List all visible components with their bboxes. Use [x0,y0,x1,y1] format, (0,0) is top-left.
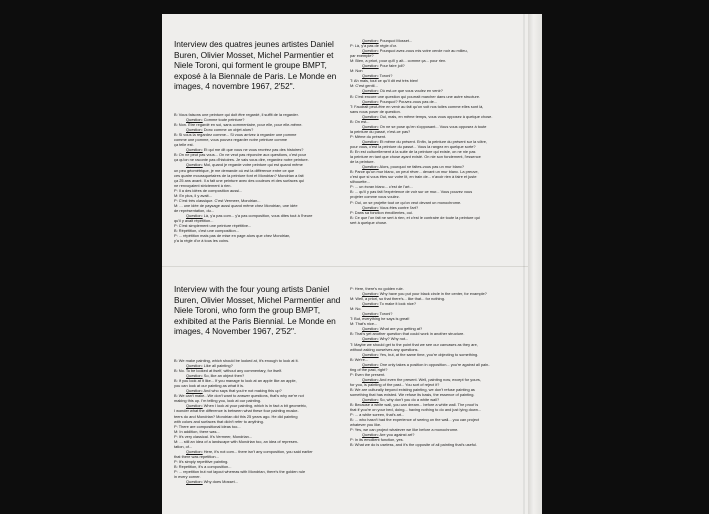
line-text: C'est gentil... [355,83,378,89]
line-text: When I look at your painting, which is in fact a bit geometric, [203,403,308,409]
line-text: So, like an object then? [203,373,245,379]
line-text: Bien, a priori, pour qu'il y ait... comme ça... pour rien. [355,58,447,64]
line-text: I wonder what the difference is between what these four painting muske- [174,408,299,414]
line-text: in every corner. [174,474,201,480]
question-label: Question: [362,432,379,438]
question-label: Question: [186,363,203,369]
speaker-label: M: [174,428,180,434]
line-text: No. To be looked at itself, without any commentary, for itself. [178,368,283,374]
line-text: Faudrait peut-être en venir au fait qu'on voit nos toiles comme elles sont là, [354,103,484,109]
line-text: ... une idée de paysage aussi quand même chez Mondrian, une idée [179,202,298,208]
line-text: And even the present. Well, painting now, except for yours, [379,376,481,382]
line-text: We are culturally beyond existing painting, we don't refuse painting as [354,386,475,392]
line-text: En plus, il y avait... [179,192,212,198]
speaker-label: M: [350,68,356,74]
speaker-label: P: [174,423,179,429]
speaker-label: B: [174,122,179,128]
speaker-label: B: [174,378,179,384]
speaker-label: P: [350,286,355,291]
question-label: Question: [362,88,379,94]
line-text: ça telle est. [174,142,194,148]
speaker-label: P: [350,43,355,49]
speaker-label: P: [174,458,179,464]
speaker-label: P: [174,187,179,193]
question-label: Question: [362,73,379,79]
line-text: Et même du présent. Enfin, la peinture du présent sur la vôtre, [379,138,488,144]
line-text: Donc comme un objet alors? [203,127,254,133]
speaker-label: B: [174,463,179,469]
line-text: ça qu'on ne raconte pas d'histoires. Je vais vous dire, regardez notre peinture. [174,157,309,163]
question-label: Question: [362,164,379,170]
question-label: Question: [186,147,203,153]
speaker-label: P: [350,412,355,418]
interview-line [350,220,520,225]
speaker-label: B: [350,402,355,408]
line-text: On ne peut pas vous... On ne veut pas répondre aux questions, c'est pour [178,152,307,158]
question-label: Question: [362,361,379,367]
question-label: Question: [362,48,379,54]
line-text: ... répétition mais pas de mise en page alors que chez Mondrian, [178,233,291,239]
line-text: In its emollient function, yes. [354,437,404,443]
page-edge [528,14,542,514]
page-fold [523,14,525,514]
line-text: What are you getting at? [379,326,423,332]
line-text: One only takes a position in opposition... you're against all pain- [379,361,490,367]
line-text: That's yet another question that could work in another structure. [354,331,465,337]
question-label: Question: [362,326,379,332]
line-text: Toroni? [379,311,393,317]
line-text: En est culturellement à la suite de la peinture qui existe, on ne nie pas [354,149,476,155]
speaker-label: B: [174,358,179,363]
line-text: We can't make...We don't want to answer questions, that's why we're not [178,393,304,399]
line-text: without asking ourselves any questions. [350,346,419,352]
line-text: So, why don't you do a white wall? [379,397,440,403]
speaker-label: M: [350,83,356,89]
line-text: pour vous, c'est la peinture du passé... Vous la rangez en quelque sorte? [350,143,476,149]
line-text: In addition, there was... [179,428,220,434]
line-text: par exemple? [350,53,374,59]
line-text: de représentation, du... [174,207,215,213]
speaker-label: P: [350,427,355,433]
line-text: Well, a priori, so that there's... like that... for nothing. [355,296,445,302]
line-text: Répétition, c'est une composition... [178,228,239,234]
line-text: Toroni? [379,73,393,79]
question-label: Question: [186,403,203,409]
line-text: No. [355,306,362,312]
line-text: ... still an idea of a landscape with Mondrian too, an idea of represen- [179,438,299,444]
line-text: Comme toute peinture? [203,117,245,123]
line-text: un peu géométrique, je me demande où est la différence entre ce que [174,167,295,173]
line-text: It's very classical. It's Vermeer, Mondrian... [178,433,253,439]
line-text: C'est très classique. C'est Vermeer, Mondrian... [178,197,261,203]
question-label: Question: [362,336,379,342]
question-label: Question: [362,98,379,104]
question-label: Question: [362,301,379,307]
line-text: qu'il y avait répétition... [174,217,214,223]
question-label: Question: [362,204,379,210]
line-text: c'est que si vous êtes sur votre lit, en train de... n'avoir rien à faire et juste [350,174,477,180]
question-label: Question: [362,376,379,382]
speaker-label: B: [174,152,179,158]
speaker-label: P: [350,199,355,205]
speaker-label: T: [350,103,355,109]
line-text: with colors and surfaces that didn't refer to anything. [174,418,264,424]
line-text: that if you're on your bed, doing... having nothing to do and just lying down... [350,407,482,413]
speaker-label: B: [174,368,179,374]
line-text: We make painting, which should be looked at, it's enough to look at it. [178,358,299,363]
line-text: Même du présent. [354,133,387,139]
speaker-label: P: [174,469,179,475]
speaker-label: B: [350,118,355,124]
speaker-label: P: [350,437,355,443]
question-label: Question: [362,113,379,119]
line-text: ... repetition but not layout whereas with Mondrian, there's the golden rule [178,469,306,475]
speaker-label: M: [174,202,180,208]
line-text: la peinture en tant que chose ayant existé. On nie son fondement, l'essence [350,154,481,160]
english-right-column [350,286,520,510]
line-text: Why have you put your black circle in the center, for example? [379,291,487,297]
line-text: that there was repetition... [174,453,219,459]
speaker-label: B: [174,112,179,117]
line-text: Because a white wall, you can dream... before a white wall. The proof is [354,402,479,408]
question-label: Question: [362,351,379,357]
line-text: Dans sa fonction émollientes, oui. [354,209,413,215]
line-text: ça 25 ans avant. Il a fait une peinture avec des couleurs et des surfaces qui [174,177,304,183]
line-text: Là, y'a pas com... y'a pas composition, vous dites tout à l'heure [203,212,313,218]
question-label: Question: [186,373,203,379]
speaker-label: M: [174,192,180,198]
line-text: projeter comme vous voulez. [350,194,400,200]
line-text: Et qui me dit que vous ne vous recréez pas des histoires? [203,147,304,153]
line-text: Ce que l'on fait ne sert à rien, et c'est le contraire de toute la peinture qui [354,214,480,220]
speaker-label: M: [174,438,180,444]
speaker-label: P: [350,133,355,139]
speaker-label: T: [350,341,355,347]
speaker-label: M: [350,58,356,64]
line-text: Why? Why not... [379,336,409,342]
question-label: Question: [186,388,203,394]
line-text: Ah mais, tout ce qu'il dit est très bien! [353,78,419,84]
question-label: Question: [362,123,379,129]
question-label: Question: [186,127,203,133]
line-text: Here, it's not com... there isn't any composition, you said earlier [203,448,313,454]
line-text: Even the present. [354,371,386,377]
line-text: making this up. I'm telling you, look at our painting. [174,398,262,404]
line-text: ting of the past, right? [350,366,388,372]
french-right-column [350,38,520,262]
question-label: Question: [186,212,203,218]
line-text: Yes, but, at the same time, you're objecting to something. [379,351,479,357]
speaker-label: P: [174,197,179,203]
line-text: Moi, quand je regarde votre peinture qui est quand même [203,162,303,168]
question-label: Question: [186,117,203,123]
french-left-column [174,112,344,262]
line-text: Parce qu'un mur blanc, on peut rêver... devant un mur blanc. La preuve, [354,169,479,175]
line-text: Oui, on se projette tout ce qu'on veut devant un monochrome. [354,199,462,205]
line-text: That's nice... [355,321,378,327]
speaker-label: B: [350,189,355,195]
line-text: Non [355,68,363,74]
line-text: What we do is useless, and it's the opposite of all painting that's useful. [354,442,477,448]
line-text: Non. Être regardé en soi, sans commentaire, pour elle, pour elle-même. [178,122,303,128]
line-text: We're... [354,356,368,362]
line-text: Why does Mosset... [203,479,238,485]
line-text: Are you against art? [379,432,415,438]
line-text: On ne se pose qu'en s'opposant... Vous vous opposez à toute [379,123,487,129]
question-label: Question: [362,397,379,403]
line-text: Here, there's no golden rule. [354,286,404,291]
question-label: Question: [362,38,379,43]
line-text: ne renvoyaient strictement à rien. [174,182,232,188]
line-text: Repetition, it's a composition... [178,463,232,469]
line-text: for you, is painting of the past... You sort of reject it? [350,381,440,387]
line-text: whatever you like. [350,422,382,428]
line-text: Là, y'a pas de règle d'or. [354,43,397,49]
line-text: de la peinture. [350,159,375,165]
speaker-label: B: [350,331,355,337]
question-label: Question: [186,162,203,168]
line-text: Pourquoi Mosset... [379,38,413,43]
speaker-label: B: [350,417,355,423]
line-text: There are compositional ideas too... [178,423,241,429]
line-text: tation, of... [174,443,193,449]
question-label: Question: [362,138,379,144]
speaker-label: B: [350,214,355,220]
section-divider [162,266,528,267]
speaker-label: B: [350,442,355,448]
speaker-label: P: [350,371,355,377]
line-text: comme une pomme, vous pouvez regarder notre peinture comme [174,137,288,143]
speaker-label: B: [350,169,355,175]
line-text: Pour faire joli? [379,63,405,69]
line-text: sert à quelque chose. [350,219,388,225]
speaker-label: M: [350,296,356,302]
speaker-label: M: [350,321,356,327]
line-text: And who says that you're not making this up? [203,388,282,394]
line-text: Il a des idées de composition aussi... [178,187,243,193]
speaker-label: M: [350,306,356,312]
interview-line [350,442,520,447]
speaker-label: B: [174,132,179,138]
speaker-label: P: [174,233,179,239]
line-text: ... un écran blanc... c'est de l'art... [354,184,413,190]
speaker-label: P: [174,223,179,229]
line-text: sans nous poser de question. [350,108,401,114]
speaker-label: P: [350,184,355,190]
speaker-label: B: [350,386,355,392]
line-text: Vous faisons une peinture qui doit être regardé, il suffit de la regarder. [178,112,299,117]
line-text: Yes, we can project whatever we like before a monochrome. [354,427,459,433]
line-text: you can look at our painting as what it is. [174,383,245,389]
line-text: To make it look nice? [379,301,417,307]
line-text: C'est simplement une peinture répétitive... [178,223,252,229]
line-text: Où est-ce que vous voulez en venir? [379,88,443,94]
line-text: Like all painting? [203,363,233,369]
speaker-label: B: [350,93,355,99]
speaker-label: B: [174,393,179,399]
line-text: y'a la règle d'or à tous les coins. [174,238,230,244]
speaker-label: B: [174,228,179,234]
question-label: Question: [362,291,379,297]
line-text: something that has existed. We refuse its basis, the essence of painting. [350,391,475,397]
speaker-label: T: [350,78,354,84]
speaker-label: B: [350,149,355,155]
line-text: It's simply repetitive painting. [178,458,229,464]
speaker-label: P: [350,209,355,215]
speaker-label: P: [174,433,179,439]
line-text: Oui, mais, en même temps, vous vous opposez à quelque chose. [379,113,493,119]
speaker-label: B: [350,356,355,362]
line-text: Vous êtes contre l'art? [379,204,419,210]
line-text: ... who hasn't had the experience of seeing on the wall... you can project [354,417,480,423]
speaker-label: T: [350,316,355,322]
line-text: ces quatre moussquetaires de la peinture font et Mondrian? Mondrian a fait [174,172,304,178]
english-left-column [174,358,344,508]
line-text: teers do and Mondrian? Mondrian did this 25 years ago. He did painting [174,413,298,419]
question-label: Question: [186,448,203,454]
line-text: Si vous la regardez comme... Si vous arrivez à regarder une pomme [178,132,297,138]
line-text: ... a white screen, that's art... [354,412,405,418]
line-text: Alors, pourquoi ne faites-vous pas un mur blanc? [379,164,465,170]
line-text: Pourquoi avez-vous mis votre cercle noir au milieu, [379,48,468,54]
line-text: C'est encore une question qui pourrait marcher dans une autre structure. [354,93,481,99]
interview-line [174,238,344,243]
interview-line [174,479,344,484]
english-title: Interview with the four young artists Daniel Buren, Olivier Mosset, Michel Parmentier and Niele Toroni, who form the group BMPT, exhibited at the Paris Biennial. Le Monde en images, 4 November 1967, 2'52". [174,284,341,337]
question-label: Question: [186,479,203,485]
line-text: la peinture du passé, n'est-ce pas? [350,128,411,134]
line-text: silhouette... [350,179,370,185]
line-text: But, everything he says is great! [354,316,410,322]
line-text: ... qu'il y pas fait l'expérience de voir sur ce mur... Vous pouvez vous [354,189,473,195]
line-text: Pourquoi? Pouvez-vous pas de... [379,98,438,104]
french-title: Interview des quatres jeunes artistes Daniel Buren, Olivier Mosset, Michel Parmentier et Niele Toroni, qui forment le groupe BMPT, exposé à la Biennale de Paris. Le Monde en images, 4 novembre 1967, 2'52". [174,39,337,92]
question-label: Question: [362,63,379,69]
line-text: On est... [354,118,370,124]
question-label: Question: [362,311,379,317]
line-text: Maybe we should get to the point that we see our canvases as they are, [354,341,478,347]
document-page [162,14,528,514]
line-text: If you look at it like... If you manage to look at an apple like an apple, [178,378,297,384]
